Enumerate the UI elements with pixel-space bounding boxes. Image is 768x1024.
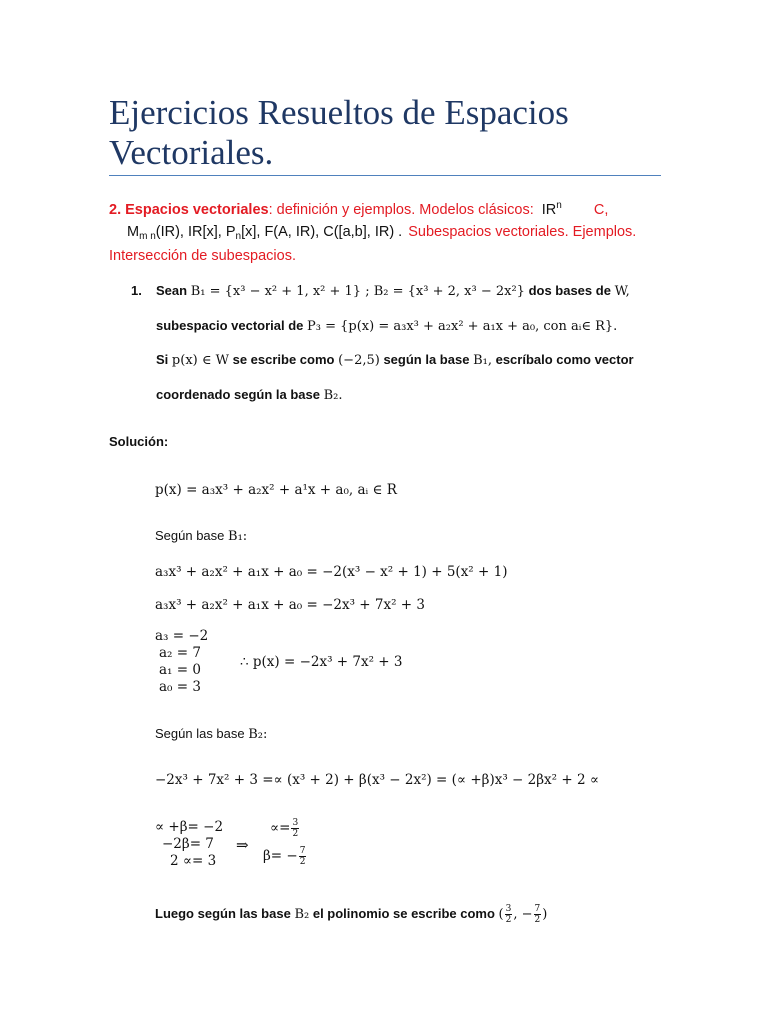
solution-label: Solución:	[109, 434, 169, 449]
system-eq-1: ∝ +β= −2	[155, 819, 224, 835]
equation-3: −2x³ + 7x² + 3 =∝ (x³ + 2) + β(x³ − 2x²) = (∝ +β)x³ − 2βx² + 2 ∝	[155, 772, 599, 788]
coef-a0: a₀ = 3	[159, 679, 201, 695]
implies-arrow: ⇒	[236, 836, 249, 854]
general-polynomial-eq: p(x) = a₃x³ + a₂x² + a¹x + a₀, aᵢ ∈ R	[155, 482, 397, 498]
page-title-line-1: Ejercicios Resueltos de Espacios	[109, 93, 569, 132]
system-eq-2: −2β= 7	[162, 836, 214, 852]
system-eq-3: 2 ∝= 3	[170, 853, 217, 869]
equation-1: a₃x³ + a₂x² + a₁x + a₀ = −2(x³ − x² + 1) + 5(x² + 1)	[155, 564, 508, 580]
section-line-1	[109, 200, 608, 218]
alpha-result: ∝= $\frac{3}{2}$	[270, 818, 299, 839]
section-number-label: 2. Espacios vectoriales	[109, 202, 269, 218]
section-line-3: Intersección de subespacios.	[109, 248, 296, 264]
base1-heading: Según base B₁:	[155, 528, 248, 544]
section-subspaces: Subespacios vectoriales. Ejemplos.	[408, 224, 637, 240]
p3-math: P₃ = {p(x) = a₃x³ + a₂x² + a₁x + a₀, con aᵢ∈ R}.	[307, 319, 618, 334]
final-statement: Luego según las base B₂ el polinomio se escribe como ( $\frac{3}{2}$ , − $\frac{7}{2}$ )	[155, 904, 548, 925]
problem-line-3: Si p(x) ∈ W se escribe como (−2,5) según la base B₁, escríbalo como vector	[156, 352, 634, 368]
section-line-2: $M_{m n}(IR)$, IR[x], $P_n[x]$, F(A, IR), C([a,b], IR) . Subespacios vectoriales. Ejemplos.	[127, 224, 637, 242]
irn-label: $IR^n$	[541, 200, 562, 218]
problem-line-2: subespacio vectorial de P₃ = {p(x) = a₃x³ + a₂x² + a₁x + a₀, con aᵢ∈ R}.	[156, 318, 618, 334]
equation-2: a₃x³ + a₂x² + a₁x + a₀ = −2x³ + 7x² + 3	[155, 597, 425, 613]
bases-math: B₁ = {x³ − x² + 1, x² + 1} ; B₂ = {x³ + 2, x³ − 2x²}	[190, 284, 525, 299]
final-vector: ( $\frac{3}{2}$ , − $\frac{7}{2}$ )	[498, 904, 548, 925]
page-title-line-2: Vectoriales.	[109, 133, 274, 172]
problem-line-4: coordenado según la base B₂.	[156, 387, 343, 403]
coef-a1: a₁ = 0	[159, 662, 201, 678]
c-label: C,	[593, 202, 609, 218]
coef-a2: a₂ = 7	[159, 645, 201, 661]
therefore-result: ∴ p(x) = −2x³ + 7x² + 3	[240, 654, 403, 670]
problem-line-1: Sean B₁ = {x³ − x² + 1, x² + 1} ; B₂ = {x³ + 2, x³ − 2x²} dos bases de W,	[156, 283, 630, 299]
problem-number: 1.	[131, 283, 142, 298]
title-divider	[109, 175, 661, 176]
base2-heading: Según las base B₂:	[155, 726, 268, 742]
beta-result: β= − $\frac{7}{2}$	[263, 846, 306, 867]
coef-a3: a₃ = −2	[155, 628, 209, 644]
section-subtitle: : definición y ejemplos. Modelos clásicos:	[268, 202, 534, 218]
